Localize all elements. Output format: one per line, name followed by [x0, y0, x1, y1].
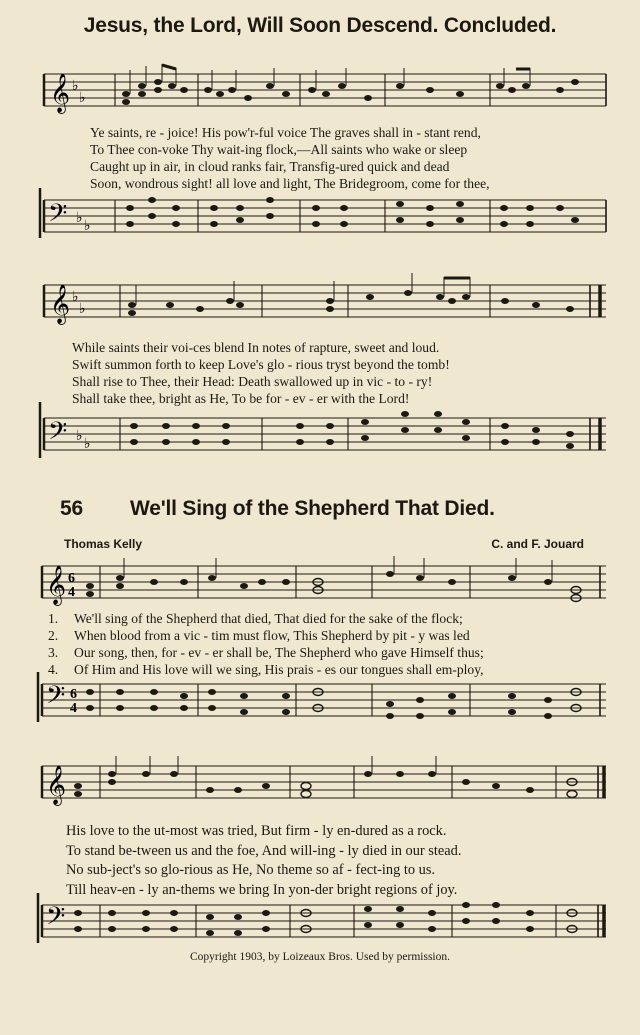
hymn-1-lyrics-b — [72, 339, 450, 407]
hymn-author: Thomas Kelly — [64, 537, 143, 551]
svg-text:6: 6 — [70, 687, 77, 702]
hymn-composer: C. and F. Jouard — [491, 537, 584, 551]
verse-number: 1. — [48, 611, 59, 626]
lyric-line: Soon, wondrous sight! all love and light, The Bridegroom, come for thee, — [90, 176, 490, 191]
svg-text:𝄞: 𝄞 — [46, 765, 67, 805]
svg-text:♭: ♭ — [76, 211, 83, 226]
lyric-line: Caught up in air, in cloud ranks fair, Transfig-ured quick and dead — [90, 159, 450, 174]
lyric-line — [48, 610, 484, 627]
svg-text:𝄢: 𝄢 — [48, 417, 68, 452]
treble-staff-system-4 — [0, 752, 640, 816]
lyric-text: Of Him and His love will we sing, His prais - es our tongues shall em-ploy, — [74, 662, 484, 677]
lyric-line: Swift summon forth to keep Love's glo - rious tryst beyond the tomb! — [72, 357, 450, 372]
svg-text:♭: ♭ — [84, 437, 91, 452]
svg-text:♭: ♭ — [79, 302, 86, 317]
verse-number: 2. — [48, 628, 59, 643]
lyric-line: Shall take thee, bright as He, To be for - ev - er with the Lord! — [72, 391, 410, 406]
lyric-line: His love to the ut-most was tried, But firm - ly en-dured as a rock. — [66, 823, 447, 839]
hymn-1-title: Jesus, the Lord, Will Soon Descend. Concluded. — [83, 14, 557, 37]
verse-number: 4. — [48, 662, 59, 677]
treble-staff-system-2 — [0, 265, 640, 335]
svg-text:𝄞: 𝄞 — [46, 565, 67, 605]
verse-number: 3. — [48, 645, 59, 660]
lyric-line: Ye saints, re - joice! His pow'r-ful voice The graves shall in - stant rend, — [90, 125, 481, 140]
svg-text:𝄞: 𝄞 — [50, 284, 71, 324]
svg-text:4: 4 — [70, 701, 77, 716]
bass-staff-system-1 — [0, 188, 640, 244]
svg-text:♭: ♭ — [79, 91, 86, 106]
svg-text:♭: ♭ — [76, 429, 83, 444]
svg-text:4: 4 — [68, 585, 75, 600]
svg-text:𝄢: 𝄢 — [46, 681, 66, 716]
hymn-2-lyrics-b — [66, 822, 461, 900]
lyric-text: Our song, then, for - ev - er shall be, The Shepherd who gave Himself thus; — [74, 645, 484, 660]
bass-staff-system-3 — [0, 672, 640, 730]
lyric-line: To Thee con-voke Thy wait-ing flock,—All saints who wake or sleep — [90, 142, 468, 157]
lyric-text: When blood from a vic - tim must flow, This Shepherd by pit - y was led — [74, 628, 470, 643]
hymn-2-lyrics-a — [48, 610, 484, 678]
lyric-line: While saints their voi-ces blend In notes of rapture, sweet and loud. — [72, 340, 440, 355]
hymn-number: 56 — [60, 497, 83, 520]
lyric-text: We'll sing of the Shepherd that died, That died for the sake of the flock; — [74, 611, 463, 626]
hymn-2-heading — [60, 497, 495, 521]
svg-text:𝄢: 𝄢 — [46, 902, 66, 937]
svg-text:♭: ♭ — [72, 290, 79, 305]
lyric-line: To stand be-tween us and the foe, And will-ing - ly died in our stead. — [66, 842, 462, 859]
hymn-1-lyrics-a — [90, 124, 490, 192]
lyric-line — [48, 627, 484, 644]
bass-staff-system-2 — [0, 402, 640, 466]
lyric-line: No sub-ject's so glo-rious as He, No theme so af - fect-ing to us. — [66, 862, 436, 878]
svg-text:𝄞: 𝄞 — [50, 73, 71, 113]
lyric-line: Shall rise to Thee, their Head: Death swallowed up in vic - to - ry! — [72, 374, 433, 389]
bass-staff-system-4 — [0, 893, 640, 953]
svg-text:6: 6 — [68, 571, 75, 586]
treble-staff-system-1 — [0, 62, 640, 122]
treble-staff-system-3 — [0, 552, 640, 610]
lyric-line: Till heav-en - ly an-thems we bring In yon-der bright regions of joy. — [66, 881, 458, 898]
copyright-notice: Copyright 1903, by Loizeaux Bros. Used by permission. — [189, 951, 450, 963]
lyric-line — [48, 644, 484, 661]
hymn-2-title: We'll Sing of the Shepherd That Died. — [130, 497, 495, 520]
svg-text:𝄢: 𝄢 — [48, 199, 68, 234]
svg-text:♭: ♭ — [84, 219, 91, 234]
svg-text:♭: ♭ — [72, 79, 79, 94]
